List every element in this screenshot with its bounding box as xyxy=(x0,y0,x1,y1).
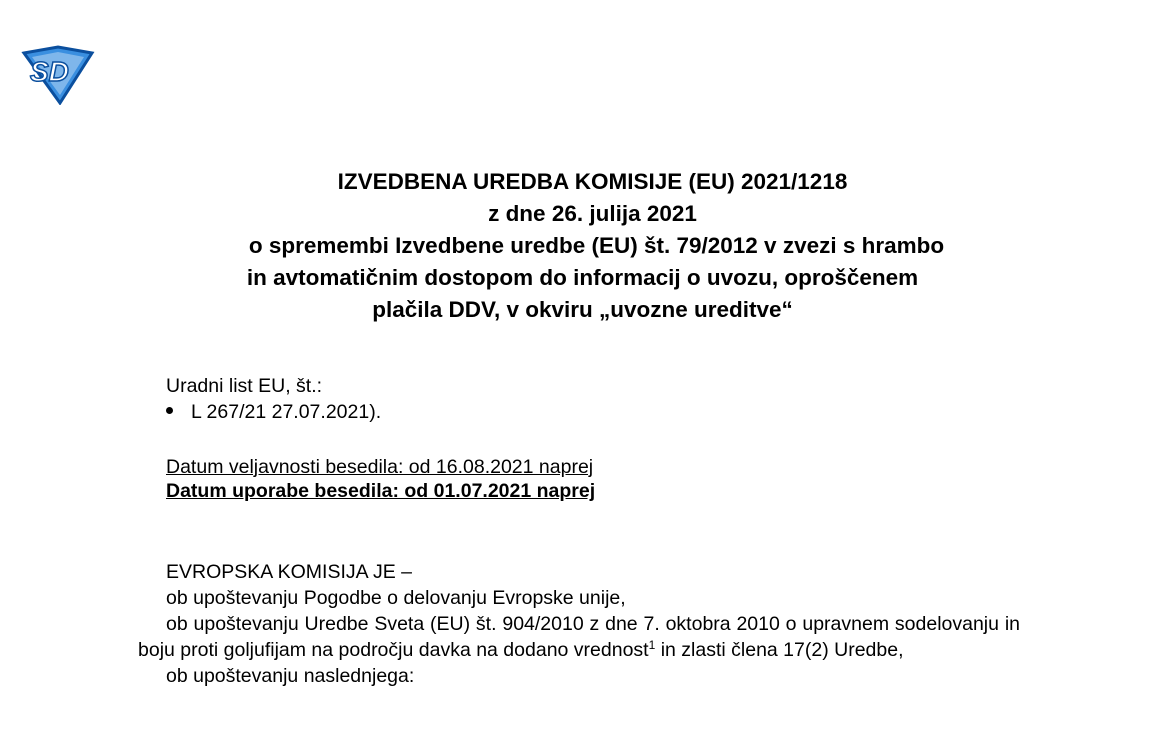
recital-text-tail: in zlasti člena 17(2) Uredbe, xyxy=(655,639,904,661)
document-title xyxy=(100,166,1085,326)
gazette-list-item xyxy=(166,399,381,425)
title-line: z dne 26. julija 2021 xyxy=(488,201,697,226)
svg-text:SD: SD xyxy=(30,56,69,87)
bullet-icon xyxy=(166,407,173,414)
application-date: Datum uporabe besedila: od 01.07.2021 naprej xyxy=(166,480,596,502)
preamble-intro: EVROPSKA KOMISIJA JE – xyxy=(166,561,413,583)
title-line: in avtomatičnim dostopom do informacij o uvozu, oproščenem xyxy=(246,265,919,290)
publisher-logo xyxy=(20,45,96,105)
footnote-marker: 1 xyxy=(648,638,656,652)
gazette-reference: L 267/21 27.07.2021). xyxy=(191,401,382,423)
title-line: o spremembi Izvedbene uredbe (EU) št. 79/2012 v zvezi s hrambo xyxy=(248,233,945,258)
recital: ob upoštevanju Pogodbe o delovanju Evropske unije, xyxy=(166,587,626,609)
recital xyxy=(138,611,1020,663)
validity-date: Datum veljavnosti besedila: od 16.08.2021 naprej xyxy=(166,456,594,478)
gazette-label: Uradni list EU, št.: xyxy=(166,375,323,397)
recital: ob upoštevanju naslednjega: xyxy=(166,665,415,687)
preamble xyxy=(138,559,1020,689)
recital-text: ob upoštevanju Uredbe Sveta (EU) št. 904/2010 z dne 7. oktobra 2010 o upravnem sodelovanju in boju proti goljufijam na področju davka na dodano vrednost xyxy=(138,613,1020,661)
title-line: IZVEDBENA UREDBA KOMISIJE (EU) 2021/1218 xyxy=(337,169,848,194)
title-line: plačila DDV, v okviru „uvozne ureditve“ xyxy=(372,297,793,322)
